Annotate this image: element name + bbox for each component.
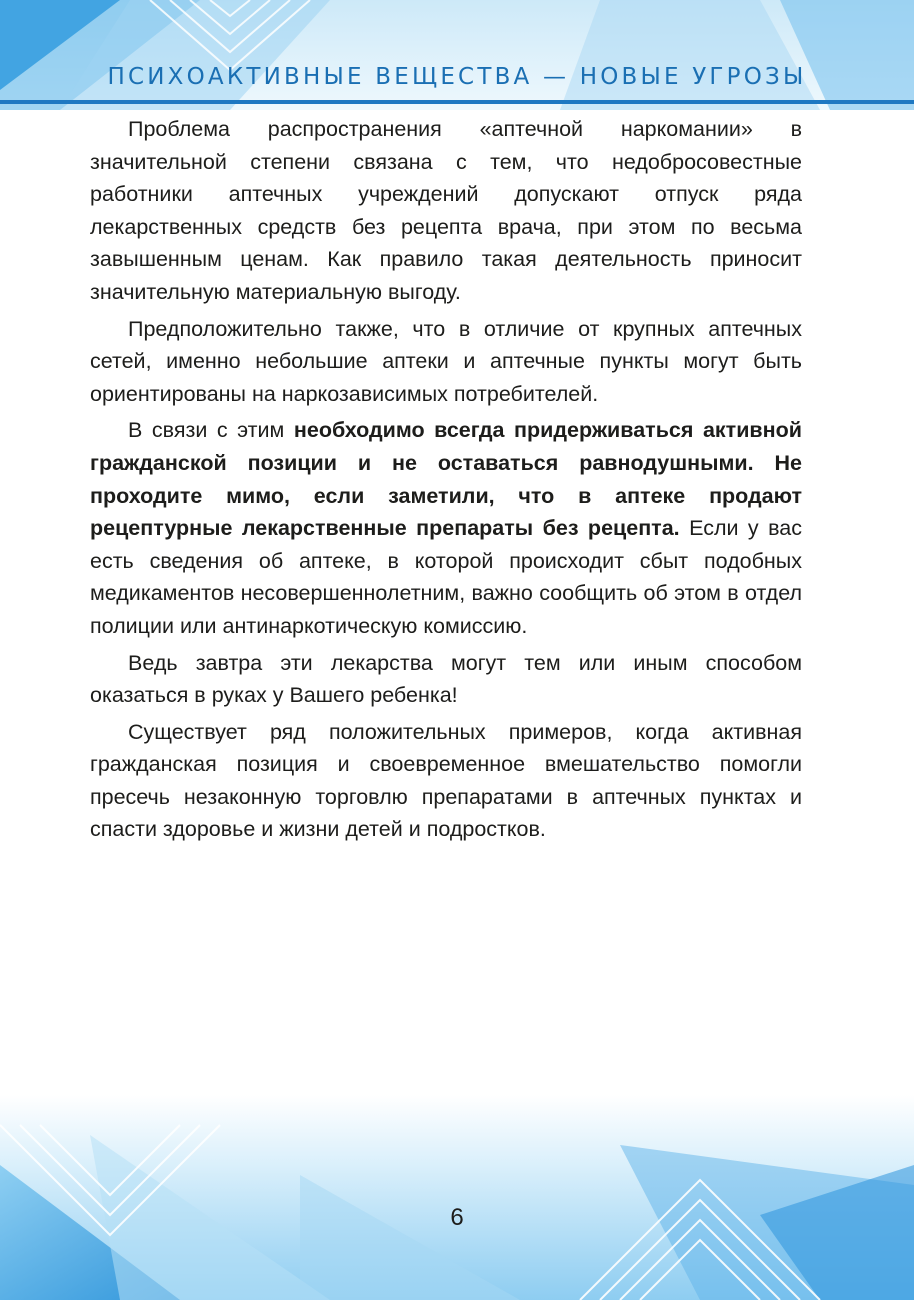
paragraph-4: Ведь завтра эти лекарства могут тем или иным способом оказаться в руках у Вашего ребенка! (90, 650, 802, 708)
paragraph-5: Существует ряд положительных примеров, когда активная гражданская позиция и своевременное вмешательство помогли пресечь незаконную торговлю препаратами в аптечных пунктах и спасти здоровье и жизни детей и подростков. (90, 719, 802, 842)
header-divider (0, 100, 914, 104)
paragraph-3 (90, 414, 802, 642)
footer-decoration (0, 1095, 914, 1300)
paragraph-2: Предположительно также, что в отличие от крупных аптечных сетей, именно небольшие аптеки и аптечные пункты могут быть ориентированы на наркозависимых потребителей. (90, 316, 802, 406)
body-text (90, 113, 802, 850)
paragraph-1: Проблема распространения «аптечной наркомании» в значительной степени связана с тем, что недобросовестные работники аптечных учреждений допускают отпуск ряда лекарственных средств без рецепта врача, при этом по весьма завышенным ценам. Как правило такая деятельность приносит значительную материальную выгоду. (90, 117, 802, 304)
header-decoration (0, 0, 914, 110)
running-header-title: ПСИХОАКТИВНЫЕ ВЕЩЕСТВА — НОВЫЕ УГРОЗЫ (107, 64, 807, 90)
paragraph-3-tail: Если у вас есть сведения об аптеке, в которой происходит сбыт подобных медикаментов несовершеннолетним, важно сообщить об этом в отдел полиции или антинаркотическую комиссию. (90, 516, 802, 638)
paragraph-3-lead: В связи с этим (128, 418, 294, 443)
page-number: 6 (450, 1204, 464, 1231)
paragraph-3-emphasis: необходимо всегда придерживаться активной гражданской позиции и не оставаться равнодушными. Не проходите мимо, если заметили, что в аптеке продают рецептурные лекарственные препараты без рецепта. (90, 418, 802, 541)
